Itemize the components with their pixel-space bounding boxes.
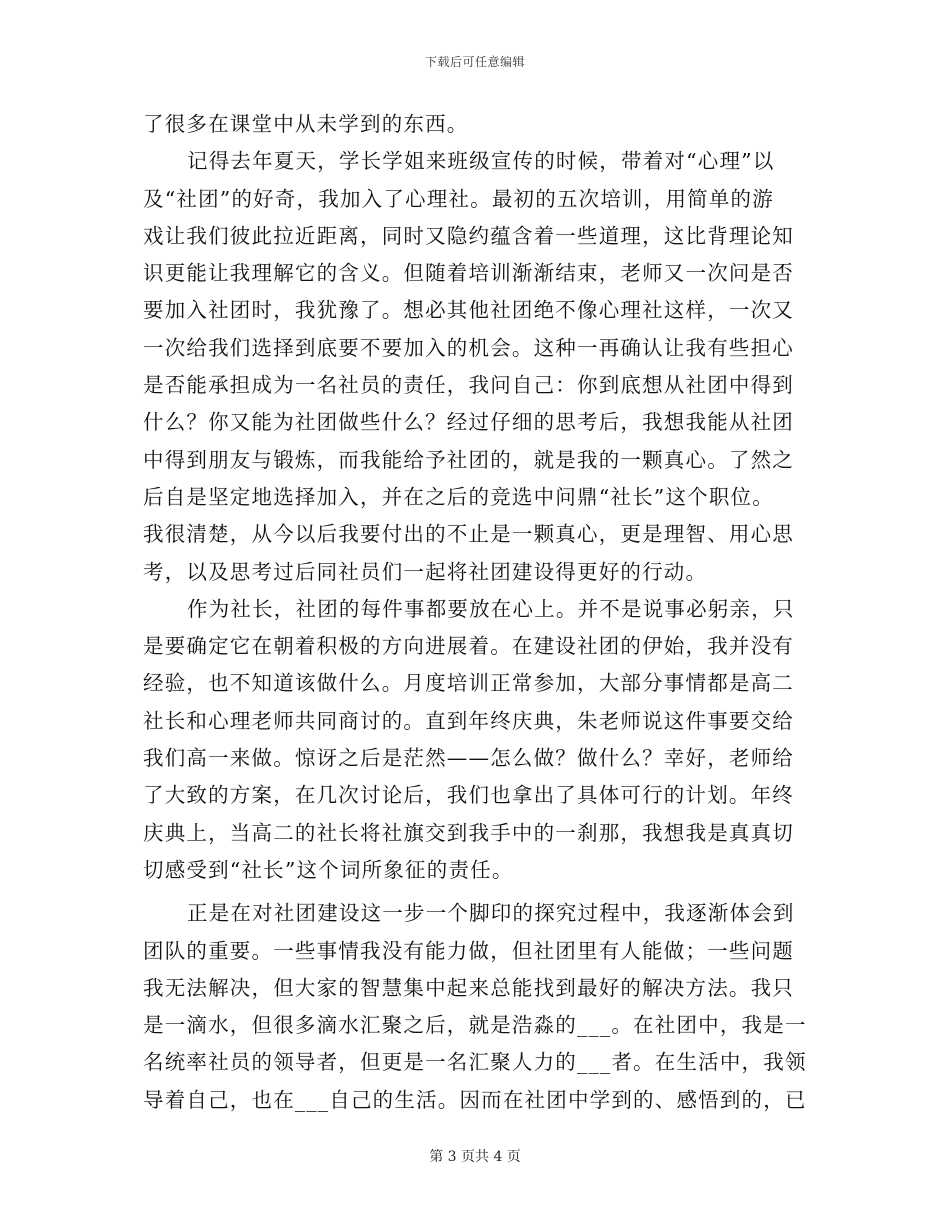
- text-line: 导着自己，也在___自己的生活。因而在社团中学到的、感悟到的，已: [143, 1087, 807, 1112]
- text-line: 后自是坚定地选择加入，并在之后的竞选中问鼎“社长”这个职位。: [143, 484, 774, 509]
- document-body: [143, 106, 805, 1119]
- text-line: 了很多在课堂中从未学到的东西。: [143, 112, 469, 136]
- text-line: 识更能让我理解它的含义。但随着培训渐渐结束，老师又一次问是否: [143, 261, 794, 286]
- text-line: 社长和心理老师共同商讨的。直到年终庆典，朱老师说这件事要交给: [143, 708, 794, 733]
- paragraph: [143, 143, 805, 591]
- paragraph: [143, 591, 805, 889]
- paragraph: [143, 895, 805, 1119]
- text-line: 团队的重要。一些事情我没有能力做，但社团里有人能做；一些问题: [143, 938, 794, 963]
- text-line: 及“社团”的好奇，我加入了心理社。最初的五次培训，用简单的游: [143, 186, 774, 211]
- text-line: 了大致的方案，在几次讨论后，我们也拿出了具体可行的计划。年终: [143, 783, 794, 808]
- text-line: 考，以及思考过后同社员们一起将社团建设得更好的行动。: [143, 559, 708, 584]
- text-line: 我们高一来做。惊讶之后是茫然——怎么做？做什么？幸好，老师给: [143, 746, 794, 771]
- paragraph: [143, 106, 805, 143]
- text-line: 要加入社团时，我犹豫了。想必其他社团绝不像心理社这样，一次又: [143, 298, 794, 323]
- text-line: 是否能承担成为一名社员的责任，我问自己：你到底想从社团中得到: [143, 373, 794, 398]
- text-line: 名统率社员的领导者，但更是一名汇聚人力的___者。在生活中，我领: [143, 1050, 807, 1075]
- text-line: 中得到朋友与锻炼，而我能给予社团的，就是我的一颗真心。了然之: [143, 447, 794, 472]
- text-line: 什么？你又能为社团做些什么？经过仔细的思考后，我想我能从社团: [143, 410, 794, 435]
- page-number-footer: 第 3 页共 4 页: [429, 1149, 521, 1165]
- text-line: 一次给我们选择到底要不要加入的机会。这种一再确认让我有些担心: [143, 335, 794, 360]
- text-line: 庆典上，当高二的社长将社旗交到我手中的一刹那，我想我是真真切: [143, 820, 794, 845]
- text-line: 经验，也不知道该做什么。月度培训正常参加，大部分事情都是高二: [143, 671, 794, 696]
- text-line: 是一滴水，但很多滴水汇聚之后，就是浩淼的___。在社团中，我是一: [143, 1013, 807, 1038]
- text-line: 切感受到“社长”这个词所象征的责任。: [143, 857, 514, 882]
- text-line: 记得去年夏天，学长学姐来班级宣传的时候，带着对“心理”以: [187, 149, 775, 174]
- text-line: 作为社长，社团的每件事都要放在心上。并不是说事必躬亲，只: [187, 596, 795, 621]
- text-line: 我很清楚，从今以后我要付出的不止是一颗真心，更是理智、用心思: [143, 522, 794, 547]
- page-header-note: 下载后可任意编辑: [424, 55, 525, 69]
- text-line: 戏让我们彼此拉近距离，同时又隐约蕴含着一些道理，这比背理论知: [143, 223, 794, 248]
- text-line: 正是在对社团建设这一步一个脚印的探究过程中，我逐渐体会到: [187, 901, 795, 926]
- text-line: 是要确定它在朝着积极的方向进展着。在建设社团的伊始，我并没有: [143, 634, 794, 659]
- text-line: 我无法解决，但大家的智慧集中起来总能找到最好的解决方法。我只: [143, 975, 794, 1000]
